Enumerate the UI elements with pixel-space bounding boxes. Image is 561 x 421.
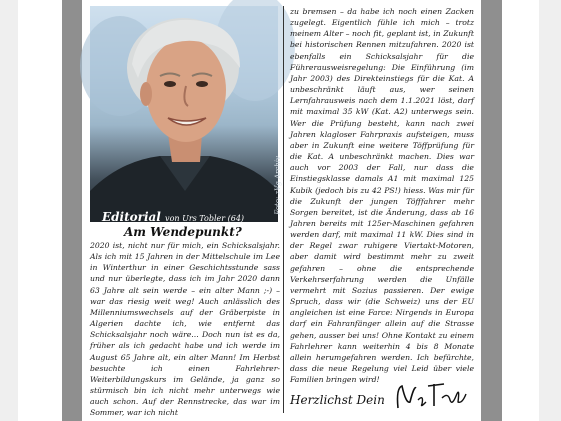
page-border-right [481,0,502,421]
page-border-left [62,0,82,421]
portrait-illustration [90,6,278,222]
editorial-label: Editorial [102,210,161,224]
editorial-caption [102,210,244,224]
photo-credit: Foto: zVg Archiv [274,156,282,215]
page-margin-left [18,0,62,421]
author-portrait-photo [90,6,282,224]
closing-salutation: Herzlichst Dein [290,393,385,407]
column-divider [283,6,284,413]
article-headline: Am Wendepunkt? [124,225,242,239]
document-page [82,0,481,421]
article-body-column-left: 2020 ist, nicht nur für mich, ein Schicksalsjahr. Als ich mit 15 Jahren in der Mittelschule im Lee in Winterthur in einer Geschichtsstunde sass und nur überlegte, dass ich im Jahr 2020 dann 63 Jahre alt sein werde – ein alter Mann ;-) – war das riesig weit weg! Auch anlässlich des Millenniumswechsels auf der Gräberpiste in Algerien dachte ich, wie entfernt das Schicksalsjahr noch wäre... Doch nun ist es da, früher als ich gedacht habe und ich werde im August 65 Jahre alt, ein alter Mann! Im Herbst besuchte ich einen Fahrlehrer-Weiterbildungskurs im Gelände, ja ganz so stürmisch bin ich nicht mehr unterwegs wie auch schon. Auf der Rennstrecke, das war im Sommer, war ich nicht [90,241,280,418]
handwritten-signature [394,378,468,412]
editorial-byline: von Urs Tobler (64) [165,214,245,223]
article-body-column-right: zu bremsen – da habe ich noch einen Zacken zugelegt. Eigentlich fühle ich mich – trotz meinem Alter – noch fit, geplant ist, in Zukunft bei historischen Rennen mitzufahren. 2020 ist ebenfalls ein Schicksalsjahr für die Führerausweisregelung: Die Einführung (im Jahr 2003) des Direkteinstiegs für die Kat. A unbeschränkt läuft aus, wer seinen Lernfahrausweis nach dem 1.1.2021 löst, darf mit maximal 35 kW (Kat. A2) unterwegs sein. Wer die Prüfung besteht, kann nach zwei Jahren klagloser Fahrpraxis aufsteigen, muss aber in Zukunft eine weitere Töffprüfung für die Kat. A unbeschränkt machen. Dies war auch vor 2003 der Fall, nur dass die Einstiegsklasse damals A1 mit maximal 125 Kubik (jedoch bis zu 42 PS!) hiess. Was mir für die Zukunft der jungen Töfffahrer mehr Sorgen bereitet, ist die Änderung, dass ab 16 Jahren bereits mit 125er-Maschinen gefahren werden darf, mit maximal 11 kW. Dies sind in der Regel zwar ruhigere Viertakt-Motoren, aber damit wird bestimmt mehr zu zweit gefahren – ohne die entsprechende Verkehrserfahrung werden die Unfälle vermehrt mit Sozius passieren. Der ewige Spruch, dass wir (die Schweiz) uns der EU angleichen ist eine Farce: Nirgends in Europa darf ein Fahranfänger allein auf die Strasse gehen, ausser bei uns! Ohne Kontakt zu einem Fahrlehrer kann weiterhin 4 bis 8 Monate allein herumgefahren werden. Ich befürchte, dass die neue Regelung viel Leid über viele Familien bringen wird! [290,7,474,385]
page-margin-right [502,0,539,421]
